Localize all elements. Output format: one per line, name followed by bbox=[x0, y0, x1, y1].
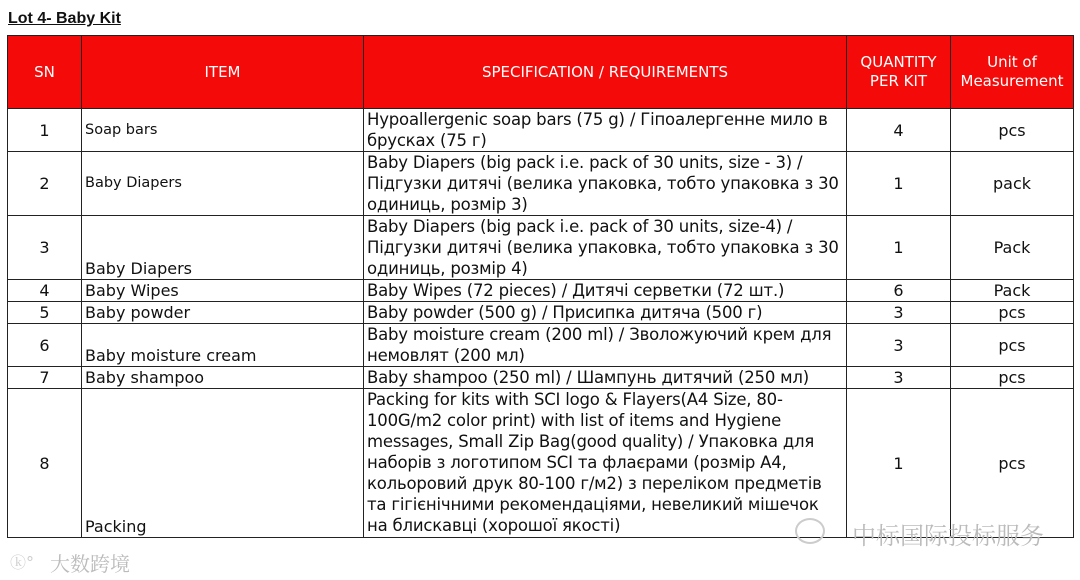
spec-cell: Baby Diapers (big pack i.e. pack of 30 units, size-4) / Підгузки дитячі (велика упаковка, тобто упаковка з 30 одиниць, розмір 4) bbox=[364, 216, 847, 280]
header-item: ITEM bbox=[82, 36, 364, 109]
sn-cell: 7 bbox=[8, 367, 82, 389]
unit-cell: pcs bbox=[951, 367, 1074, 389]
qty-cell: 6 bbox=[847, 280, 951, 302]
spec-cell: Baby moisture cream (200 ml) / Зволожуючий крем для немовлят (200 мл) bbox=[364, 324, 847, 367]
qty-cell: 1 bbox=[847, 216, 951, 280]
qty-cell: 1 bbox=[847, 389, 951, 538]
spec-cell: Hypoallergenic soap bars (75 g) / Гіпоалергенне мило в брусках (75 г) bbox=[364, 109, 847, 152]
sn-cell: 8 bbox=[8, 389, 82, 538]
item-cell: Packing bbox=[82, 389, 364, 538]
table-row bbox=[8, 302, 1074, 324]
item-cell: Baby Wipes bbox=[82, 280, 364, 302]
logo-icon: ⓚ° bbox=[10, 553, 35, 572]
unit-cell: pcs bbox=[951, 389, 1074, 538]
header-spec: SPECIFICATION / REQUIREMENTS bbox=[364, 36, 847, 109]
item-cell: Baby powder bbox=[82, 302, 364, 324]
header-sn: SN bbox=[8, 36, 82, 109]
header-unit: Unit of Measurement bbox=[951, 36, 1074, 109]
item-cell: Soap bars bbox=[82, 109, 364, 152]
spec-cell: Baby shampoo (250 ml) / Шампунь дитячий (250 мл) bbox=[364, 367, 847, 389]
baby-kit-table bbox=[7, 35, 1074, 538]
item-cell: Baby shampoo bbox=[82, 367, 364, 389]
item-cell: Baby Diapers bbox=[82, 152, 364, 216]
qty-cell: 3 bbox=[847, 367, 951, 389]
qty-cell: 4 bbox=[847, 109, 951, 152]
spec-cell: Baby Diapers (big pack i.e. pack of 30 units, size - 3) / Підгузки дитячі (велика упаковка, тобто упаковка з 30 одиниць, розмір 3) bbox=[364, 152, 847, 216]
page-title: Lot 4- Baby Kit bbox=[8, 10, 121, 27]
table-row bbox=[8, 324, 1074, 367]
unit-cell: pcs bbox=[951, 324, 1074, 367]
unit-cell: pcs bbox=[951, 302, 1074, 324]
watermark-right: 中标国际投标服务 bbox=[852, 522, 1044, 550]
qty-cell: 1 bbox=[847, 152, 951, 216]
sn-cell: 6 bbox=[8, 324, 82, 367]
unit-cell: pack bbox=[951, 152, 1074, 216]
table-row bbox=[8, 280, 1074, 302]
qty-cell: 3 bbox=[847, 302, 951, 324]
sn-cell: 3 bbox=[8, 216, 82, 280]
sn-cell: 5 bbox=[8, 302, 82, 324]
table-row bbox=[8, 109, 1074, 152]
item-cell: Baby moisture cream bbox=[82, 324, 364, 367]
table-row bbox=[8, 367, 1074, 389]
unit-cell: Pack bbox=[951, 280, 1074, 302]
spec-cell: Packing for kits with SCI logo & Flayers(A4 Size, 80-100G/m2 color print) with list of items and Hygiene messages, Small Zip Bag(good quality) / Упаковка для наборів з логотипом SCI та флаєрами (розмір A4, кольоровий друк 80-100 г/м2) з переліком предметів та гігієнічними рекомендаціями, невеликий мішечок на блискавці (хорошої якості) bbox=[364, 389, 847, 538]
wechat-icon bbox=[795, 518, 825, 544]
spec-cell: Baby Wipes (72 pieces) / Дитячі серветки (72 шт.) bbox=[364, 280, 847, 302]
watermark-left: 大数跨境 bbox=[50, 552, 130, 576]
table-row bbox=[8, 152, 1074, 216]
qty-cell: 3 bbox=[847, 324, 951, 367]
unit-cell: pcs bbox=[951, 109, 1074, 152]
table-row bbox=[8, 216, 1074, 280]
spec-cell: Baby powder (500 g) / Присипка дитяча (500 г) bbox=[364, 302, 847, 324]
item-cell: Baby Diapers bbox=[82, 216, 364, 280]
sn-cell: 1 bbox=[8, 109, 82, 152]
sn-cell: 4 bbox=[8, 280, 82, 302]
table-header bbox=[8, 36, 1074, 109]
sn-cell: 2 bbox=[8, 152, 82, 216]
header-qty: QUANTITY PER KIT bbox=[847, 36, 951, 109]
unit-cell: Pack bbox=[951, 216, 1074, 280]
